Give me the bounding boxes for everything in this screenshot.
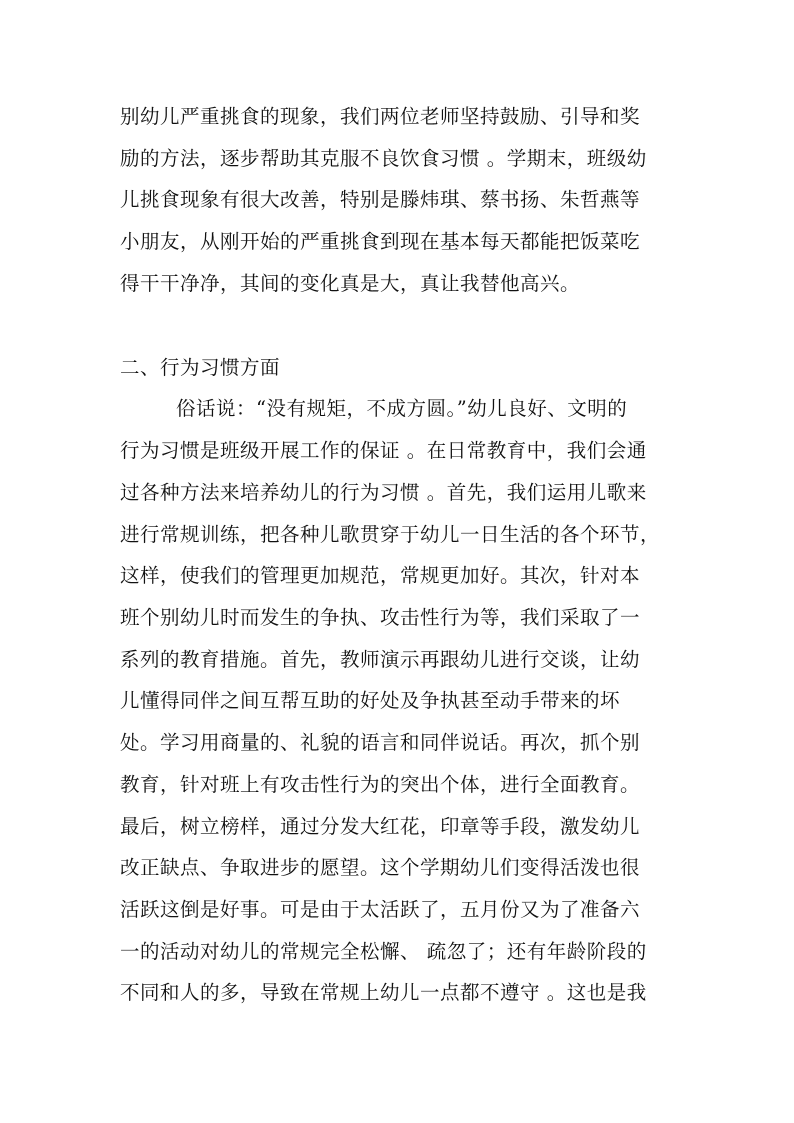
paragraph-line: 儿懂得同伴之间互帮互助的好处及争执甚至动手带来的坏 xyxy=(120,689,621,712)
paragraph-line: 活跃这倒是好事。可是由于太活跃了，五月份又为了准备六 xyxy=(120,898,641,921)
paragraph-line: 过各种方法来培养幼儿的行为习惯 。首先，我们运用儿歌来 xyxy=(120,481,647,504)
paragraph-line: 进行常规训练，把各种儿歌贯穿于幼儿一日生活的各个环节， xyxy=(120,523,661,546)
paragraph-line: 励的方法，逐步帮助其克服不良饮食习惯 。学期末，班级幼 xyxy=(120,147,647,170)
paragraph-line: 不同和人的多，导致在常规上幼儿一点都不遵守 。这也是我 xyxy=(120,981,647,1004)
paragraph-line: 儿挑食现象有很大改善，特别是滕炜琪、蔡书扬、朱哲燕等 xyxy=(120,188,641,211)
paragraph-line: 改正缺点、争取进步的愿望。这个学期幼儿们变得活泼也很 xyxy=(120,856,641,879)
paragraph-line: 最后，树立榜样，通过分发大红花，印章等手段，激发幼儿 xyxy=(120,815,641,838)
paragraph-line: 行为习惯是班级开展工作的保证 。在日常教育中，我们会通 xyxy=(120,439,647,462)
section-heading: 二、行为习惯方面 xyxy=(120,356,281,379)
paragraph-line: 系列的教育措施。首先，教师演示再跟幼儿进行交谈，让幼 xyxy=(120,648,641,671)
paragraph-line: 班个别幼儿时而发生的争执、攻击性行为等，我们采取了一 xyxy=(120,606,641,629)
paragraph-line: 教育，针对班上有攻击性行为的突出个体，进行全面教育。 xyxy=(120,773,641,796)
paragraph-line: 俗话说：“没有规矩，不成方圆。”幼儿良好、文明的 xyxy=(176,397,628,420)
paragraph-line: 一的活动对幼儿的常规完全松懈、 疏忽了；还有年龄阶段的 xyxy=(120,940,647,963)
paragraph-line: 别幼儿严重挑食的现象，我们两位老师坚持鼓励、引导和奖 xyxy=(120,105,641,128)
paragraph-line: 小朋友，从刚开始的严重挑食到现在基本每天都能把饭菜吃 xyxy=(120,230,641,253)
paragraph-line: 处。学习用商量的、礼貌的语言和同伴说话。再次，抓个别 xyxy=(120,731,641,754)
paragraph-line: 这样，使我们的管理更加规范，常规更加好。其次，针对本 xyxy=(120,564,641,587)
paragraph-line: 得干干净净，其间的变化真是大，真让我替他高兴。 xyxy=(120,272,581,295)
